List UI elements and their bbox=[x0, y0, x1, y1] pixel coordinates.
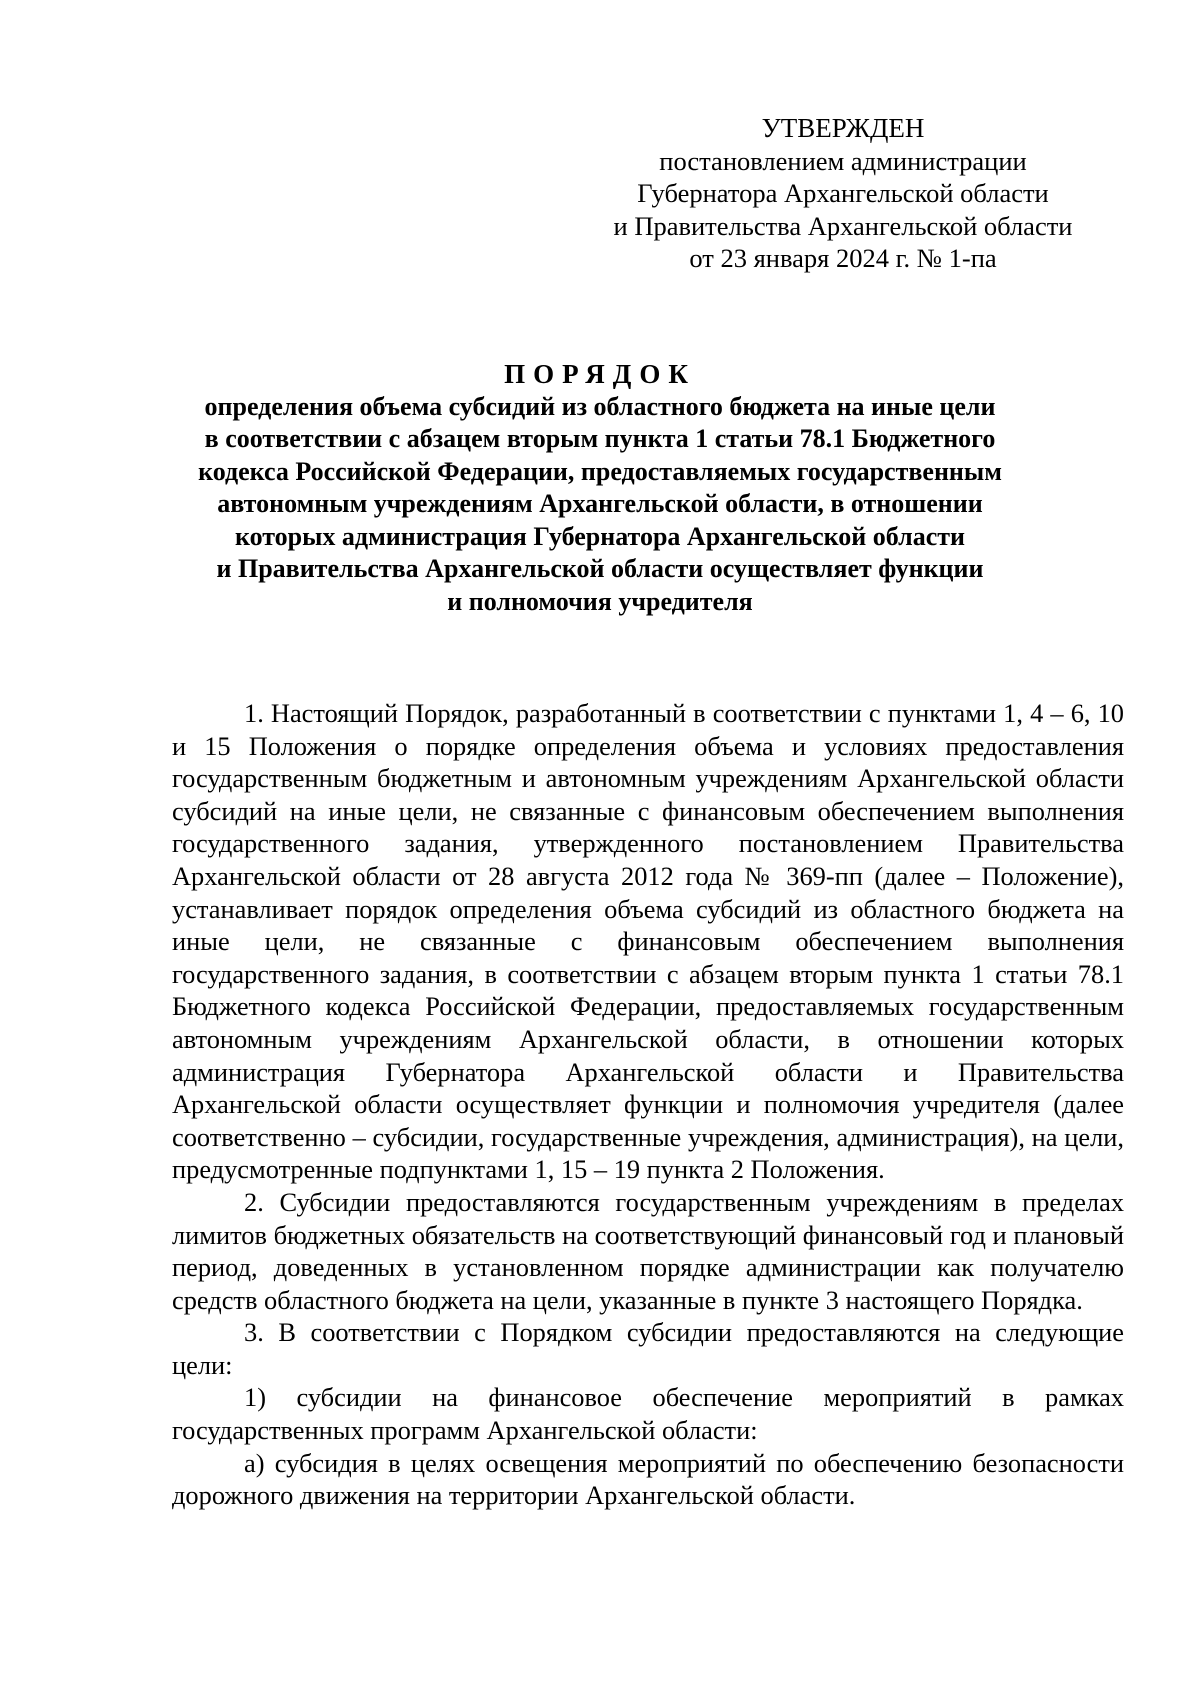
approval-line: Губернатора Архангельской области bbox=[637, 178, 1049, 208]
approval-line: и Правительства Архангельской области bbox=[613, 210, 1073, 241]
approval-date-line: от 23 января 2024 г. № 1-па bbox=[689, 243, 997, 273]
subtitle-line: в соответствии с абзацем вторым пункта 1 статьи 78.1 Бюджетного bbox=[204, 424, 996, 453]
document-title-block bbox=[150, 358, 1050, 618]
subtitle-line: определения объема субсидий из областного бюджета на иные цели bbox=[204, 391, 996, 421]
paragraph-2: 2. Субсидии предоставляются государственным учреждениям в пределах лимитов бюджетных обязательств на соответствующий финансовый год и плановый период, доведенных в установленном порядке администрации как получателю средств областного бюджета на цели, указанные в пункте 3 настоящего Порядка. bbox=[172, 1186, 1124, 1315]
approval-stamp-block bbox=[568, 112, 1118, 275]
paragraph-3-item-1-a: а) субсидия в целях освещения мероприятий по обеспечению безопасности дорожного движения на территории Архангельской области. bbox=[172, 1447, 1124, 1511]
paragraph-3-item-1: 1) субсидии на финансовое обеспечение мероприятий в рамках государственных программ Архангельской области: bbox=[172, 1382, 1124, 1446]
paragraph-1: 1. Настоящий Порядок, разработанный в соответствии с пунктами 1, 4 – 6, 10 и 15 Положения о порядке определения объема и условиях предоставления государственным бюджетным и автономным учреждениям Архангельской области субсидий на иные цели, не связанные с финансовым обеспечением выполнения государственного задания, утвержденного постановлением Правительства Архангельской области от 28 августа 2012 года № 369-пп (далее – Положение), устанавливает порядок определения объема субсидий из областного бюджета на иные цели, не связанные с финансовым обеспечением выполнения государственного задания, в соответствии с абзацем вторым пункта 1 статьи 78.1 Бюджетного кодекса Российской Федерации, предоставляемых государственным автономным учреждениям Архангельской области, в отношении которых администрация Губернатора Архангельской области и Правительства Архангельской области осуществляет функции и полномочия учредителя (далее соответственно – субсидии, государственные учреждения, администрация), на цели, предусмотренные подпунктами 1, 15 – 19 пункта 2 Положения. bbox=[172, 698, 1124, 1185]
subtitle-line: которых администрация Губернатора Архангельской области bbox=[234, 521, 966, 551]
subtitle-line: и полномочия учредителя bbox=[447, 586, 753, 616]
document-body bbox=[172, 697, 1124, 1512]
approval-line: постановлением администрации bbox=[659, 145, 1027, 176]
subtitle-line: и Правительства Архангельской области осуществляет функции bbox=[216, 554, 984, 583]
paragraph-3: 3. В соответствии с Порядком субсидии предоставляются на следующие цели: bbox=[172, 1317, 1124, 1380]
approval-heading: УТВЕРЖДЕН bbox=[761, 113, 925, 143]
document-title: ПОРЯДОК bbox=[504, 359, 696, 389]
subtitle-line: автономным учреждениям Архангельской области, в отношении bbox=[217, 489, 983, 518]
subtitle-line: кодекса Российской Федерации, предоставляемых государственным bbox=[198, 456, 1002, 486]
